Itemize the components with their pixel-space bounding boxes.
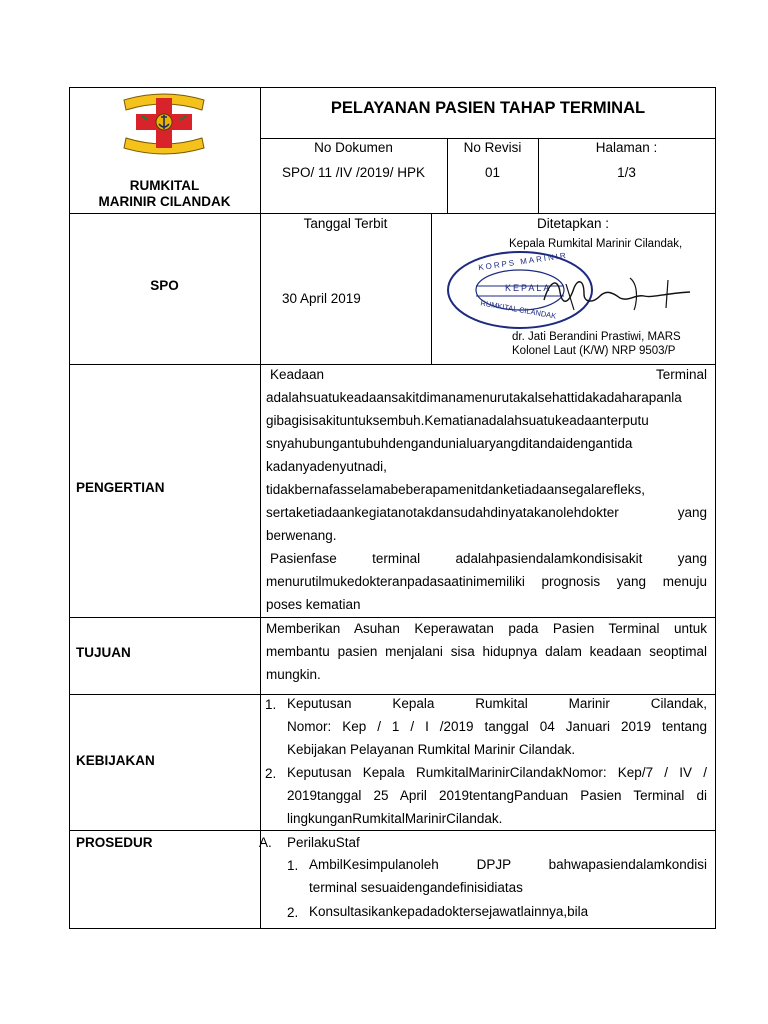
pengertian-body: [266, 363, 707, 616]
prosedur-heading: PerilakuStaf: [287, 835, 360, 850]
stamp-text-center: KEPALA: [505, 283, 552, 293]
prosedur-line: Konsultasikankepadadoktersejawatlainnya,bila: [309, 904, 589, 919]
org-name-line1: RUMKITAL: [129, 178, 200, 193]
halaman-label: Halaman :: [595, 140, 658, 155]
no-revisi-label: No Revisi: [463, 140, 522, 155]
rumkital-logo: [118, 90, 210, 156]
tanggal-terbit-value: 30 April 2019: [282, 291, 361, 306]
no-dokumen-label: No Dokumen: [314, 140, 393, 155]
stamp-text-top: KORPS MARINIR: [477, 250, 569, 273]
prosedur-line: terminal sesuaidengandefinisidiatas: [309, 880, 523, 895]
kebijakan-item-number: 2.: [265, 766, 277, 781]
prosedur-item-number: 1.: [287, 858, 299, 873]
pengertian-line: gibagisisakituntuksembuh.Kematianadalahsuatukeadaanterputu: [266, 413, 649, 428]
prosedur-label: PROSEDUR: [76, 835, 153, 850]
kebijakan-item: [287, 692, 707, 761]
halaman-value: 1/3: [617, 165, 636, 180]
no-revisi-value: 01: [484, 165, 501, 180]
pengertian-line: kadanyadenyutnadi,: [266, 459, 387, 474]
pengertian-line: poses kematian: [266, 597, 361, 612]
ditetapkan-label: Ditetapkan :: [536, 216, 610, 231]
org-name-line2: MARINIR CILANDAK: [98, 194, 231, 209]
prosedur-item-number: 2.: [287, 905, 299, 920]
kebijakan-line: Kebijakan Pelayanan Rumkital Marinir Cilandak.: [287, 742, 576, 757]
no-dokumen-value: SPO/ 11 /IV /2019/ HPK: [281, 165, 426, 180]
kebijakan-line: Keputusan Kepala Rumkital Marinir Cilandak,: [287, 696, 707, 711]
pengertian-label: PENGERTIAN: [76, 480, 165, 495]
pengertian-line: berwenang.: [266, 528, 337, 543]
signature: [540, 270, 700, 315]
tujuan-label: TUJUAN: [76, 645, 131, 660]
prosedur-item: [309, 853, 707, 899]
tanggal-terbit-label: Tanggal Terbit: [303, 216, 388, 231]
tujuan-line: membantu pasien menjalani sisa hidupnya dalam keadaan seoptimal: [266, 644, 707, 659]
kebijakan-item: [287, 761, 707, 830]
kebijakan-label: KEBIJAKAN: [76, 753, 155, 768]
pengertian-line: menurutilmukedokteranpadasaatinimemiliki prognosis yang menuju: [266, 574, 707, 589]
prosedur-heading-letter: A.: [259, 835, 272, 850]
prosedur-line: AmbilKesimpulanoleh DPJP bahwapasiendalamkondisi: [309, 857, 707, 872]
pengertian-line: snyahubungantubuhdengandunialuaryangditandaidengantida: [266, 436, 633, 451]
pengertian-line: sertaketiadaankegiatanotakdansudahdinyatakanolehdokter yang: [266, 505, 707, 520]
signer-rank: Kolonel Laut (K/W) NRP 9503/P: [512, 345, 676, 357]
tujuan-line: Memberikan Asuhan Keperawatan pada Pasien Terminal untuk: [266, 621, 707, 636]
pengertian-line: tidakbernafasselamabeberapamenitdanketiadaansegalarefleks,: [266, 482, 646, 497]
prosedur-item: [309, 900, 707, 923]
kebijakan-item-number: 1.: [265, 697, 277, 712]
kebijakan-line: 2019tanggal 25 April 2019tentangPanduan Pasien Terminal di: [287, 788, 707, 803]
pengertian-line: Keadaan Terminal: [270, 367, 707, 382]
kebijakan-line: Nomor: Kep / 1 / I /2019 tanggal 04 Januari 2019 tentang: [287, 719, 707, 734]
kebijakan-line: Keputusan Kepala RumkitalMarinirCilandakNomor: Kep/7 / IV /: [287, 765, 707, 780]
document-title: PELAYANAN PASIEN TAHAP TERMINAL: [330, 99, 646, 117]
signer-title: Kepala Rumkital Marinir Cilandak,: [509, 238, 683, 250]
pengertian-line: adalahsuatukeadaansakitdimanamenurutakalsehattidakadaharapanla: [266, 390, 682, 405]
spo-label: SPO: [150, 278, 179, 293]
tujuan-body: [266, 617, 707, 686]
stamp-text-bottom: RUMKITAL CILANDAK: [479, 298, 557, 321]
kebijakan-line: lingkunganRumkitalMarinirCilandak.: [287, 811, 503, 826]
pengertian-line: Pasienfase terminal adalahpasiendalamkondisisakit yang: [270, 551, 707, 566]
tujuan-line: mungkin.: [266, 667, 321, 682]
signer-name: dr. Jati Berandini Prastiwi, MARS: [512, 331, 681, 343]
